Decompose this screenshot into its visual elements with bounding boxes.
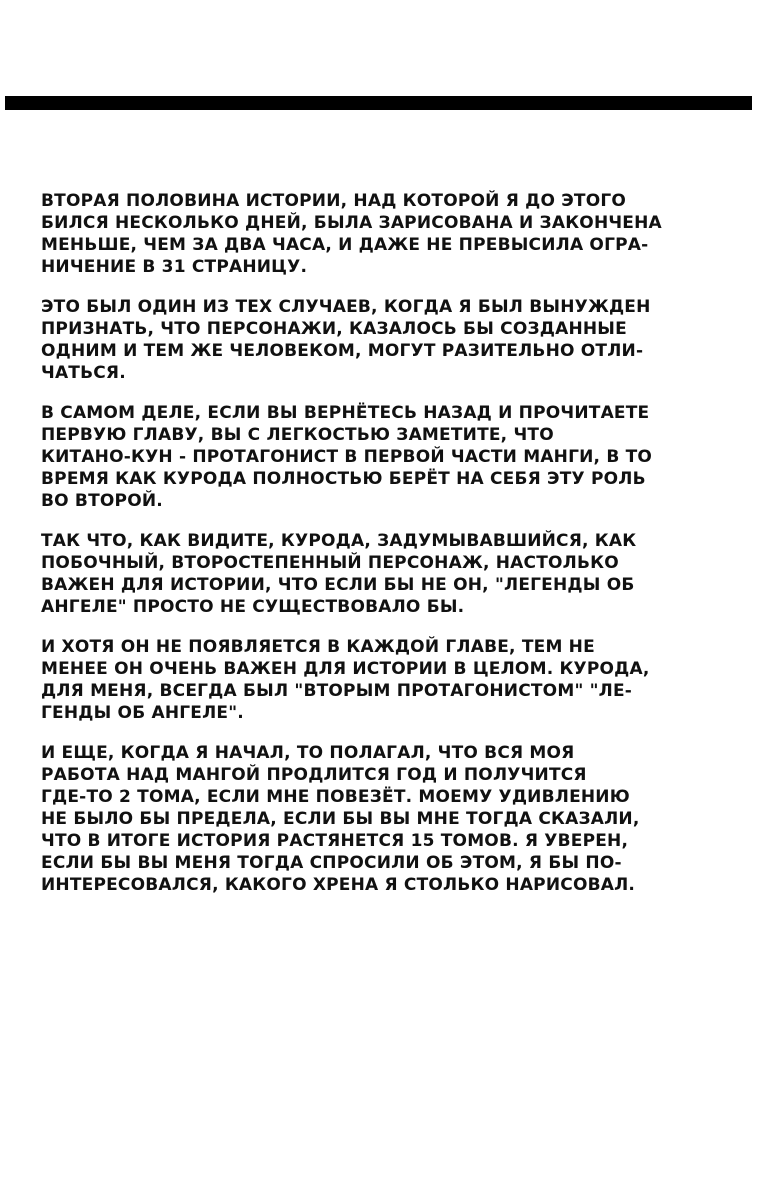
text-line: ИНТЕРЕСОВАЛСЯ, КАКОГО ХРЕНА Я СТОЛЬКО НАРИСОВАЛ. <box>41 875 636 895</box>
paragraph-4 <box>41 530 751 618</box>
text-line: ГДЕ-ТО 2 ТОМА, ЕСЛИ МНЕ ПОВЕЗЁТ. МОЕМУ УДИВЛЕНИЮ <box>41 787 630 807</box>
text-line: ЭТО БЫЛ ОДИН ИЗ ТЕХ СЛУЧАЕВ, КОГДА Я БЫЛ ВЫНУЖДЕН <box>41 297 651 317</box>
afterword-text <box>41 190 751 914</box>
text-line: РАБОТА НАД МАНГОЙ ПРОДЛИТСЯ ГОД И ПОЛУЧИТСЯ <box>41 765 587 785</box>
paragraph-6 <box>41 742 751 896</box>
text-line: ВРЕМЯ КАК КУРОДА ПОЛНОСТЬЮ БЕРЁТ НА СЕБЯ ЭТУ РОЛЬ <box>41 469 646 489</box>
text-line: И ХОТЯ ОН НЕ ПОЯВЛЯЕТСЯ В КАЖДОЙ ГЛАВЕ, ТЕМ НЕ <box>41 637 595 657</box>
text-line: ПОБОЧНЫЙ, ВТОРОСТЕПЕННЫЙ ПЕРСОНАЖ, НАСТОЛЬКО <box>41 553 619 573</box>
text-line: НИЧЕНИЕ В 31 СТРАНИЦУ. <box>41 257 308 277</box>
text-line: МЕНЕЕ ОН ОЧЕНЬ ВАЖЕН ДЛЯ ИСТОРИИ В ЦЕЛОМ. КУРОДА, <box>41 659 650 679</box>
text-line: ОДНИМ И ТЕМ ЖЕ ЧЕЛОВЕКОМ, МОГУТ РАЗИТЕЛЬНО ОТЛИ- <box>41 341 644 361</box>
text-line: ГЕНДЫ ОБ АНГЕЛЕ". <box>41 703 244 723</box>
text-line: АНГЕЛЕ" ПРОСТО НЕ СУЩЕСТВОВАЛО БЫ. <box>41 597 465 617</box>
text-line: БИЛСЯ НЕСКОЛЬКО ДНЕЙ, БЫЛА ЗАРИСОВАНА И ЗАКОНЧЕНА <box>41 213 662 233</box>
text-line: ВТОРАЯ ПОЛОВИНА ИСТОРИИ, НАД КОТОРОЙ Я ДО ЭТОГО <box>41 191 627 211</box>
top-border-bar <box>5 96 752 110</box>
text-line: И ЕЩЕ, КОГДА Я НАЧАЛ, ТО ПОЛАГАЛ, ЧТО ВСЯ МОЯ <box>41 743 575 763</box>
text-line: ДЛЯ МЕНЯ, ВСЕГДА БЫЛ "ВТОРЫМ ПРОТАГОНИСТОМ" "ЛЕ- <box>41 681 633 701</box>
text-line: ПРИЗНАТЬ, ЧТО ПЕРСОНАЖИ, КАЗАЛОСЬ БЫ СОЗДАННЫЕ <box>41 319 627 339</box>
text-line: В САМОМ ДЕЛЕ, ЕСЛИ ВЫ ВЕРНЁТЕСЬ НАЗАД И ПРОЧИТАЕТЕ <box>41 403 650 423</box>
text-line: ВАЖЕН ДЛЯ ИСТОРИИ, ЧТО ЕСЛИ БЫ НЕ ОН, "ЛЕГЕНДЫ ОБ <box>41 575 635 595</box>
paragraph-1 <box>41 190 751 278</box>
text-line: ПЕРВУЮ ГЛАВУ, ВЫ С ЛЕГКОСТЬЮ ЗАМЕТИТЕ, ЧТО <box>41 425 554 445</box>
paragraph-3 <box>41 402 751 512</box>
paragraph-5 <box>41 636 751 724</box>
text-line: КИТАНО-КУН - ПРОТАГОНИСТ В ПЕРВОЙ ЧАСТИ МАНГИ, В ТО <box>41 447 653 467</box>
text-line: ЧТО В ИТОГЕ ИСТОРИЯ РАСТЯНЕТСЯ 15 ТОМОВ. Я УВЕРЕН, <box>41 831 629 851</box>
text-line: ВО ВТОРОЙ. <box>41 491 163 511</box>
text-line: ТАК ЧТО, КАК ВИДИТЕ, КУРОДА, ЗАДУМЫВАВШИЙСЯ, КАК <box>41 531 637 551</box>
paragraph-2 <box>41 296 751 384</box>
text-line: ЕСЛИ БЫ ВЫ МЕНЯ ТОГДА СПРОСИЛИ ОБ ЭТОМ, Я БЫ ПО- <box>41 853 622 873</box>
text-line: НЕ БЫЛО БЫ ПРЕДЕЛА, ЕСЛИ БЫ ВЫ МНЕ ТОГДА СКАЗАЛИ, <box>41 809 640 829</box>
text-line: МЕНЬШЕ, ЧЕМ ЗА ДВА ЧАСА, И ДАЖЕ НЕ ПРЕВЫСИЛА ОГРА- <box>41 235 649 255</box>
text-line: ЧАТЬСЯ. <box>41 363 126 383</box>
